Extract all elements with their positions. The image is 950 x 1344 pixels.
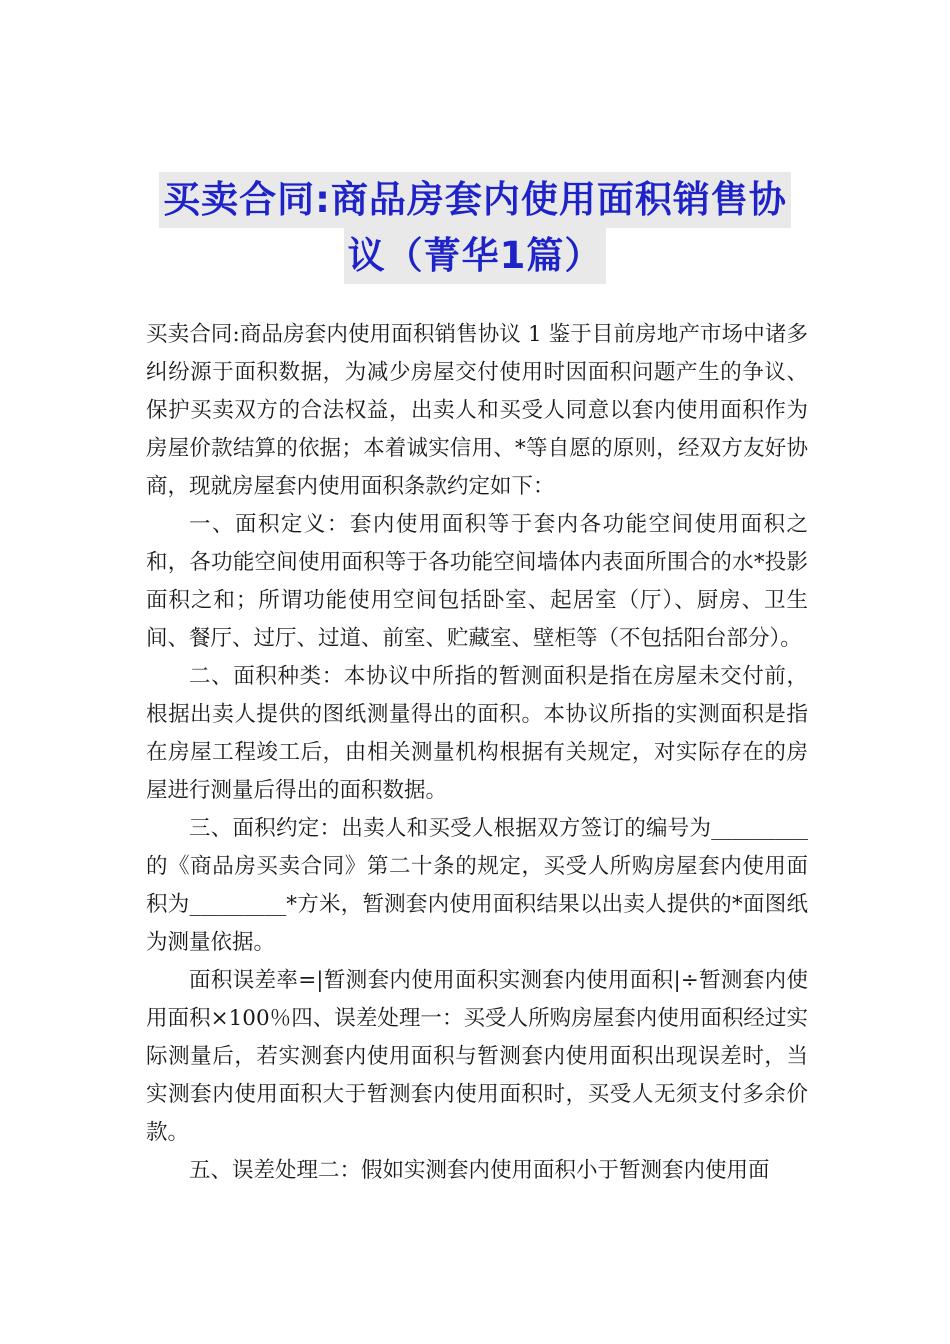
document-body [146, 316, 808, 1190]
paragraph-intro: 买卖合同:商品房套内使用面积销售协议 1 鉴于目前房地产市场中诸多纠纷源于面积数据，为减少房屋交付使用时因面积问题产生的争议、保护买卖双方的合法权益，出卖人和买受人同意以套内使用面积作为房屋价款结算的依据；本着诚实信用、*等自愿的原则，经双方友好协商，现就房屋套内使用面积条款约定如下： [146, 322, 808, 499]
paragraph-area-types: 二、面积种类：本协议中所指的暂测面积是指在房屋未交付前，根据出卖人提供的图纸测量得出的面积。本协议所指的实测面积是指在房屋工程竣工后，由相关测量机构根据有关规定，对实际存在的房屋进行测量后得出的面积数据。 [146, 664, 808, 803]
document-title [100, 172, 850, 284]
paragraph-area-definition: 一、面积定义：套内使用面积等于套内各功能空间使用面积之和，各功能空间使用面积等于各功能空间墙体内表面所围合的水*投影面积之和；所谓功能使用空间包括卧室、起居室（厅）、厨房、卫生间、餐厅、过厅、过道、前室、贮藏室、壁柜等（不包括阳台部分）。 [146, 512, 808, 651]
paragraph-area-agreement: 三、面积约定：出卖人和买受人根据双方签订的编号为_________的《商品房买卖合同》第二十条的规定，买受人所购房屋套内使用面积为_________*方米，暂测套内使用面积结果以出卖人提供的*面图纸为测量依据。 [146, 816, 808, 955]
title-line-2: 议（菁华1篇） [344, 228, 607, 284]
paragraph-error-rate: 面积误差率=|暂测套内使用面积实测套内使用面积|÷暂测套内使用面积×100％四、误差处理一：买受人所购房屋套内使用面积经过实际测量后，若实测套内使用面积与暂测套内使用面积出现误差时，当实测套内使用面积大于暂测套内使用面积时，买受人无须支付多余价款。 [146, 968, 808, 1145]
paragraph-error-handling-2: 五、误差处理二：假如实测套内使用面积小于暂测套内使用面 [189, 1158, 770, 1183]
title-line-1: 买卖合同:商品房套内使用面积销售协 [159, 172, 791, 228]
